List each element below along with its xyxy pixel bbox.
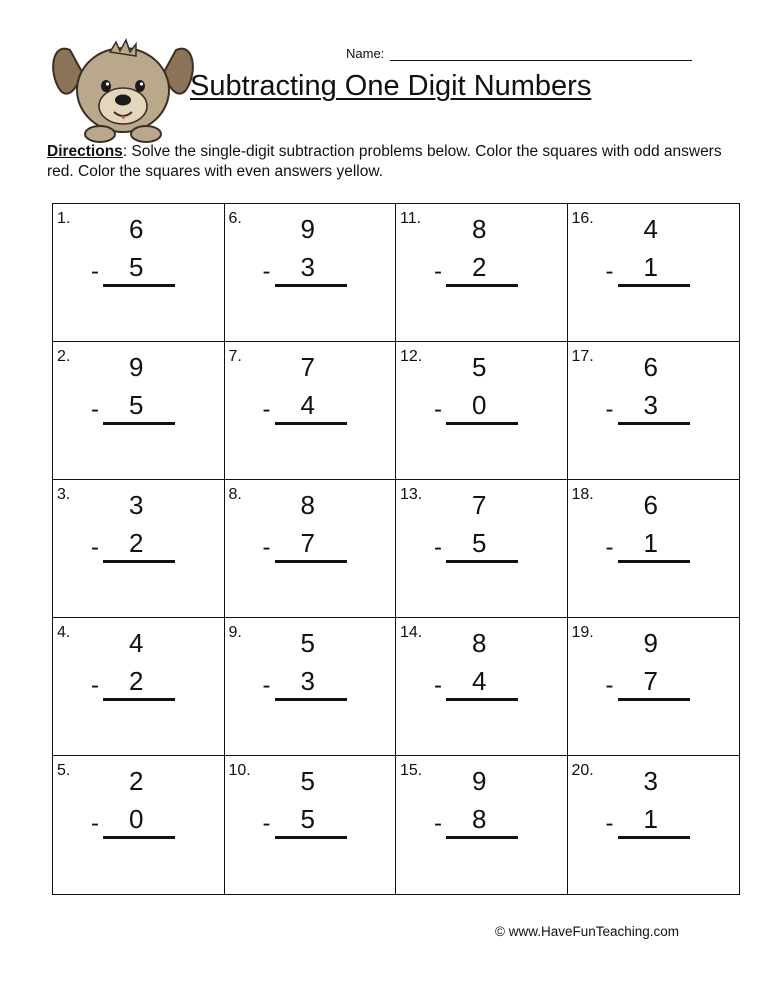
subtrahend: 1	[643, 252, 658, 282]
problem-cell[interactable]	[396, 618, 568, 756]
problem-number: 1.	[57, 210, 71, 227]
minus-sign: -	[605, 534, 614, 561]
subtrahend: 4	[472, 666, 487, 696]
minuend: 5	[300, 766, 315, 796]
problem-cell[interactable]	[225, 618, 397, 756]
minus-sign: -	[91, 396, 99, 423]
problem-number: 3.	[57, 486, 71, 503]
minuend: 4	[129, 628, 144, 658]
minus-sign: -	[262, 672, 271, 699]
minuend: 5	[300, 628, 315, 658]
minus-sign: -	[434, 258, 442, 285]
subtrahend: 1	[643, 528, 658, 558]
answer-line	[446, 422, 518, 425]
minus-sign: -	[262, 810, 271, 837]
minuend: 8	[472, 628, 487, 658]
subtrahend: 7	[300, 528, 315, 558]
minuend: 7	[472, 490, 487, 520]
minuend: 3	[643, 766, 658, 796]
problem-number: 2.	[57, 348, 71, 365]
minuend: 8	[300, 490, 315, 520]
subtrahend: 7	[643, 666, 658, 696]
problem-cell[interactable]	[53, 480, 225, 618]
minuend: 5	[472, 352, 487, 382]
problem-cell[interactable]	[568, 342, 740, 480]
name-blank-line[interactable]	[390, 46, 692, 61]
directions-label: Directions	[47, 143, 123, 160]
minus-sign: -	[434, 810, 442, 837]
minuend: 3	[129, 490, 144, 520]
problem-cell[interactable]	[53, 756, 225, 894]
problem-cell[interactable]	[225, 480, 397, 618]
puppy-mascot-icon	[48, 32, 198, 144]
directions	[47, 142, 737, 182]
problem-cell[interactable]	[225, 342, 397, 480]
minuend: 6	[129, 214, 144, 244]
minuend: 9	[643, 628, 658, 658]
problem-number: 16.	[571, 210, 594, 227]
minus-sign: -	[605, 810, 614, 837]
copyright-footer: © www.HaveFunTeaching.com	[495, 924, 680, 939]
problem-number: 11.	[400, 210, 422, 227]
subtrahend: 1	[643, 804, 658, 834]
answer-line	[618, 698, 690, 701]
problem-cell[interactable]	[396, 204, 568, 342]
answer-line	[275, 284, 347, 287]
problem-number: 5.	[57, 762, 71, 779]
minus-sign: -	[91, 534, 99, 561]
minuend: 2	[129, 766, 144, 796]
answer-line	[275, 422, 347, 425]
problem-number: 7.	[228, 348, 242, 365]
problem-cell[interactable]	[568, 480, 740, 618]
minus-sign: -	[262, 534, 271, 561]
problem-cell[interactable]	[225, 204, 397, 342]
minus-sign: -	[605, 258, 614, 285]
problem-grid	[52, 203, 740, 895]
problem-number: 4.	[57, 624, 71, 641]
answer-line	[446, 836, 518, 839]
worksheet-title: Subtracting One Digit Numbers	[190, 70, 592, 102]
problem-number: 14.	[400, 624, 423, 641]
minus-sign: -	[605, 672, 614, 699]
answer-line	[275, 698, 347, 701]
minus-sign: -	[262, 396, 271, 423]
answer-line	[618, 422, 690, 425]
minus-sign: -	[91, 258, 99, 285]
minuend: 9	[129, 352, 144, 382]
directions-text: : Solve the single-digit subtraction problems below. Color the squares with odd answers red. Color the squares with even answers yellow.	[47, 143, 722, 180]
problem-number: 20.	[571, 762, 594, 779]
minus-sign: -	[262, 258, 271, 285]
subtrahend: 3	[300, 666, 315, 696]
subtrahend: 5	[129, 390, 144, 420]
subtrahend: 0	[472, 390, 487, 420]
problem-number: 12.	[400, 348, 423, 365]
problem-cell[interactable]	[568, 618, 740, 756]
problem-number: 18.	[571, 486, 594, 503]
answer-line	[275, 560, 347, 563]
minuend: 4	[643, 214, 658, 244]
subtrahend: 8	[472, 804, 487, 834]
minuend: 9	[300, 214, 315, 244]
problem-cell[interactable]	[568, 756, 740, 894]
minus-sign: -	[434, 396, 442, 423]
problem-cell[interactable]	[396, 342, 568, 480]
problem-cell[interactable]	[225, 756, 397, 894]
answer-line	[618, 836, 690, 839]
answer-line	[446, 284, 518, 287]
answer-line	[446, 560, 518, 563]
problem-number: 10.	[228, 762, 251, 779]
subtrahend: 2	[129, 528, 144, 558]
minuend: 7	[300, 352, 315, 382]
minus-sign: -	[91, 672, 99, 699]
minus-sign: -	[434, 534, 442, 561]
minus-sign: -	[91, 810, 99, 837]
subtrahend: 5	[300, 804, 315, 834]
problem-cell[interactable]	[53, 342, 225, 480]
answer-line	[103, 284, 175, 287]
problem-number: 8.	[228, 486, 242, 503]
minuend: 6	[643, 490, 658, 520]
problem-number: 6.	[228, 210, 242, 227]
subtrahend: 5	[129, 252, 144, 282]
subtrahend: 2	[129, 666, 144, 696]
answer-line	[618, 284, 690, 287]
problem-number: 13.	[400, 486, 423, 503]
minuend: 9	[472, 766, 487, 796]
problem-cell[interactable]	[53, 618, 225, 756]
name-label: Name:	[346, 46, 385, 61]
minuend: 8	[472, 214, 487, 244]
subtrahend: 2	[472, 252, 487, 282]
minus-sign: -	[605, 396, 614, 423]
answer-line	[103, 560, 175, 563]
problem-cell[interactable]	[568, 204, 740, 342]
minus-sign: -	[434, 672, 442, 699]
subtrahend: 0	[129, 804, 144, 834]
problem-cell[interactable]	[396, 756, 568, 894]
answer-line	[618, 560, 690, 563]
answer-line	[103, 422, 175, 425]
problem-number: 19.	[571, 624, 594, 641]
problem-number: 9.	[228, 624, 242, 641]
problem-cell[interactable]	[53, 204, 225, 342]
subtrahend: 3	[300, 252, 315, 282]
subtrahend: 4	[300, 390, 315, 420]
problem-number: 17.	[571, 348, 594, 365]
subtrahend: 3	[643, 390, 658, 420]
answer-line	[103, 698, 175, 701]
name-field	[346, 46, 692, 61]
problem-number: 15.	[400, 762, 423, 779]
subtrahend: 5	[472, 528, 487, 558]
minuend: 6	[643, 352, 658, 382]
problem-cell[interactable]	[396, 480, 568, 618]
answer-line	[446, 698, 518, 701]
answer-line	[275, 836, 347, 839]
answer-line	[103, 836, 175, 839]
